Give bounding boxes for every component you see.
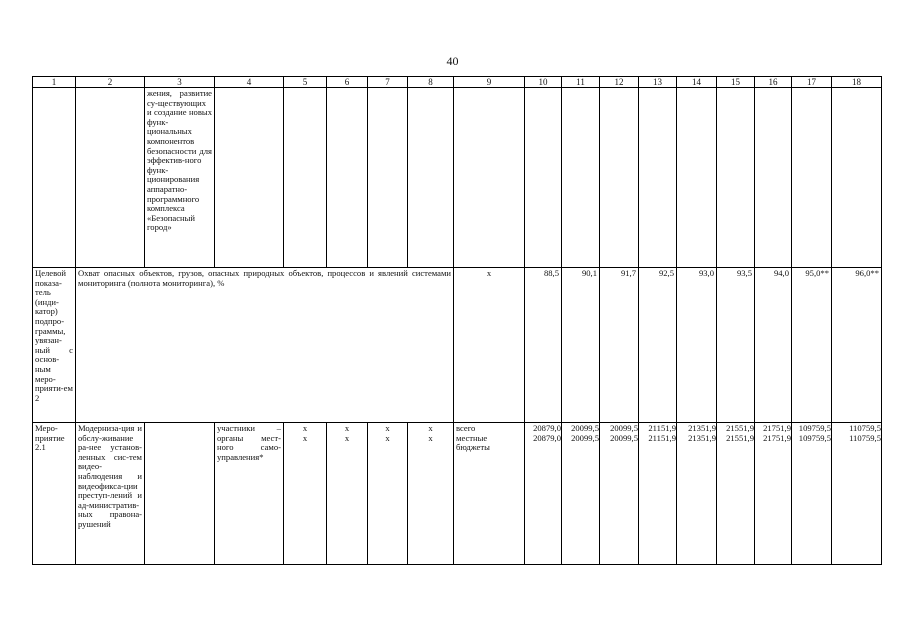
target-value: 90,1 bbox=[562, 268, 600, 423]
header-cell: 14 bbox=[677, 77, 717, 88]
header-cell: 11 bbox=[562, 77, 600, 88]
event-description: Модерниза-ция и обслу-живание ра-нее установ-ленных сис-тем видео-наблюдения и видеофикса-ции преступ-лений и ад-министратив-ных правона-рушений bbox=[76, 423, 145, 565]
header-cell: 18 bbox=[832, 77, 882, 88]
continuation-description: жения, развитие су-ществующих и создание новых функ-циональных компонентов безопасности для эффектив-ного функ-ционирования аппаратно-программного комплекса «Безопасный город» bbox=[145, 88, 215, 268]
target-indicator-label: Целевой показа-тель (инди-катор) подпро-граммы, увязан-ный с основ-ным меро-прияти-ем 2 bbox=[33, 268, 76, 423]
funding-value: 20879,0 20879,0 bbox=[525, 423, 562, 565]
header-cell: 1 bbox=[33, 77, 76, 88]
funding-value: 21551,9 21551,9 bbox=[717, 423, 755, 565]
target-value: 93,0 bbox=[677, 268, 717, 423]
header-cell: 16 bbox=[755, 77, 792, 88]
header-cell: 17 bbox=[792, 77, 832, 88]
target-indicator-col9: х bbox=[454, 268, 525, 423]
event-col3 bbox=[145, 423, 215, 565]
event-mark: х х bbox=[284, 423, 327, 565]
funding-value: 21351,9 21351,9 bbox=[677, 423, 717, 565]
header-cell: 15 bbox=[717, 77, 755, 88]
page-number: 40 bbox=[446, 54, 459, 68]
target-value: 95,0** bbox=[792, 268, 832, 423]
target-value: 92,5 bbox=[639, 268, 677, 423]
header-cell: 7 bbox=[368, 77, 408, 88]
target-value: 94,0 bbox=[755, 268, 792, 423]
header-cell: 13 bbox=[639, 77, 677, 88]
funding-value: 110759,5 110759,5 bbox=[832, 423, 882, 565]
event-row bbox=[33, 423, 882, 565]
funding-value: 20099,5 20099,5 bbox=[600, 423, 639, 565]
target-value: 93,5 bbox=[717, 268, 755, 423]
event-mark: х х bbox=[408, 423, 454, 565]
event-mark: х х bbox=[327, 423, 368, 565]
event-participants: участники – органы мест-ного само-управления* bbox=[215, 423, 284, 565]
target-value: 96,0** bbox=[832, 268, 882, 423]
target-indicator-row bbox=[33, 268, 882, 423]
funding-value: 21151,9 21151,9 bbox=[639, 423, 677, 565]
target-value: 91,7 bbox=[600, 268, 639, 423]
program-table bbox=[32, 76, 882, 565]
funding-value: 20099,5 20099,5 bbox=[562, 423, 600, 565]
target-value: 88,5 bbox=[525, 268, 562, 423]
header-cell: 6 bbox=[327, 77, 368, 88]
funding-source: всего местные бюджеты bbox=[454, 423, 525, 565]
header-cell: 10 bbox=[525, 77, 562, 88]
header-cell: 12 bbox=[600, 77, 639, 88]
funding-value: 21751,9 21751,9 bbox=[755, 423, 792, 565]
header-cell: 4 bbox=[215, 77, 284, 88]
funding-value: 109759,5 109759,5 bbox=[792, 423, 832, 565]
event-mark: х х bbox=[368, 423, 408, 565]
header-cell: 8 bbox=[408, 77, 454, 88]
continuation-row bbox=[33, 88, 882, 268]
header-cell: 5 bbox=[284, 77, 327, 88]
header-cell: 2 bbox=[76, 77, 145, 88]
header-cell: 9 bbox=[454, 77, 525, 88]
header-cell: 3 bbox=[145, 77, 215, 88]
event-label: Меро-приятие 2.1 bbox=[33, 423, 76, 565]
header-row bbox=[33, 77, 882, 88]
target-indicator-text: Охват опасных объектов, грузов, опасных природных объектов, процессов и явлений системами мониторинга (полнота мониторинга), % bbox=[76, 268, 454, 423]
